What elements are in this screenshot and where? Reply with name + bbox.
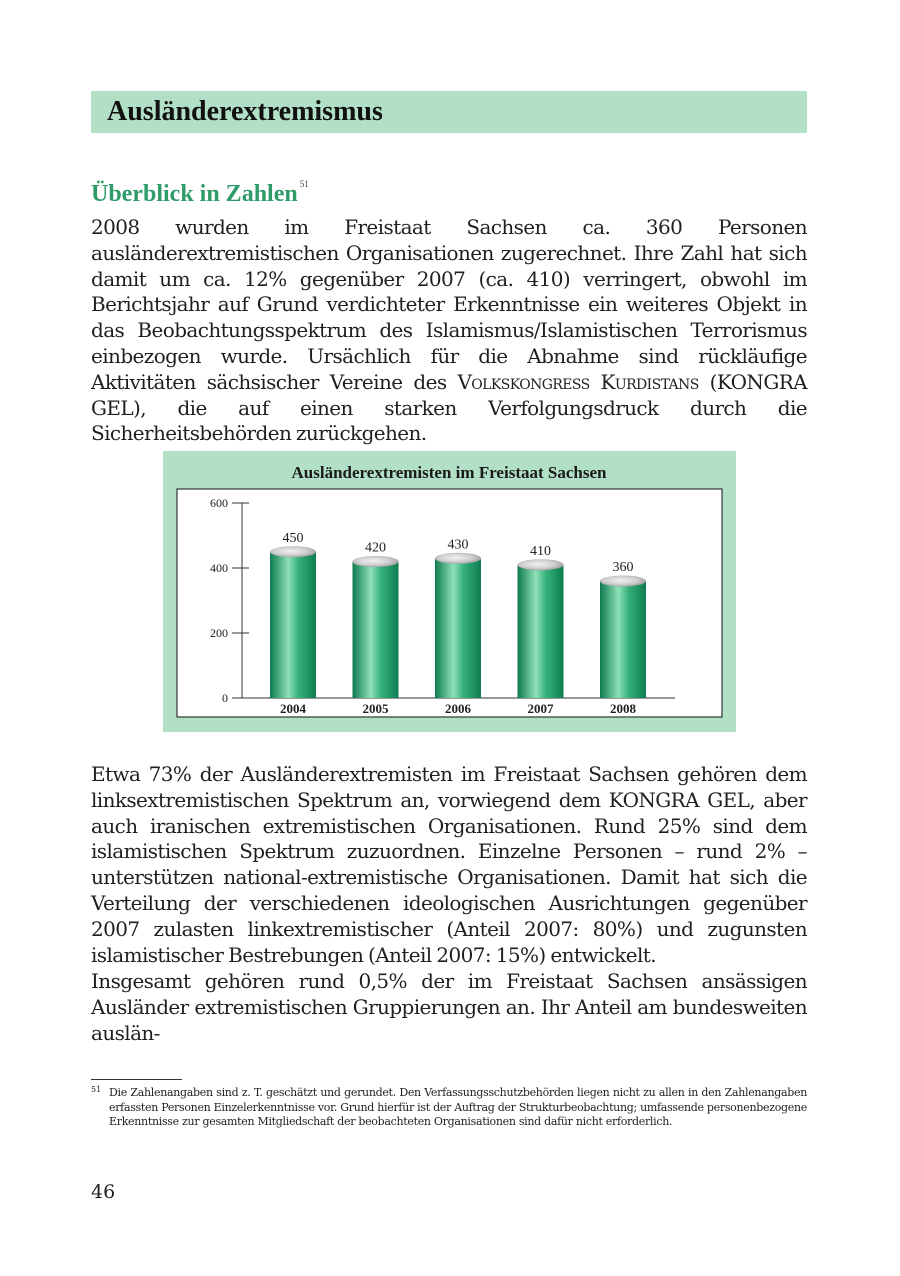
intro-paragraph [91, 215, 807, 447]
page-number: 46 [91, 1181, 116, 1203]
body-paragraph-3: Insgesamt gehören rund 0,5% der im Freistaat Sachsen ansässigen Ausländer extremistischen Gruppierungen an. Ihr Anteil am bundesweiten auslän- [91, 969, 807, 1045]
bar-value-label: 430 [447, 537, 469, 553]
section-title-text: Überblick in Zahlen [91, 181, 298, 207]
x-tick-label: 2004 [280, 701, 306, 716]
footnote-number: 51 [91, 1085, 102, 1094]
intro-text-end: (KONGRA GEL), die auf einen starken Verfolgungsdruck durch die Sicherheitsbehörden zurückgehen. [91, 369, 808, 446]
y-tick-label: 600 [210, 496, 228, 510]
bar-cap [518, 559, 564, 570]
footnote [91, 1086, 807, 1130]
x-tick-label: 2006 [445, 701, 471, 716]
footnote-ref: 51 [299, 179, 309, 189]
chart-title: Ausländerextremisten im Freistaat Sachsen [291, 463, 607, 482]
section-title [91, 168, 309, 210]
bar-cap [435, 553, 481, 564]
x-tick-label: 2005 [362, 701, 389, 716]
y-tick-label: 400 [210, 561, 228, 575]
bar-cap [600, 576, 646, 587]
bar-value-label: 450 [282, 530, 304, 546]
y-tick-label: 200 [210, 626, 228, 640]
bar [518, 565, 564, 698]
bar-cap [353, 556, 399, 567]
bar [353, 562, 399, 699]
bar-value-label: 410 [530, 543, 551, 559]
chapter-title: Ausländerextremismus [107, 96, 383, 127]
org-name: Volkskongress Kurdistans [457, 369, 699, 394]
x-tick-label: 2008 [610, 701, 636, 716]
footnote-text: Die Zahlenangaben sind z. T. geschätzt und gerundet. Den Verfassungsschutzbehörden liegen nicht zu allen in den Zahlenangaben erfassten Personen Einzelerkenntnisse vor. Grund hierfür ist der Auftrag der Strukturbeobachtung; umfassende personenbezogene Erkenntnisse zur gesamten Mitgliedschaft der beobachteten Organisationen sind dafür nicht erforderlich. [109, 1086, 807, 1128]
x-tick-label: 2007 [527, 701, 554, 716]
intro-text: 2008 wurden im Freistaat Sachsen ca. 360 Personen ausländerextremistischen Organisationen zugerechnet. Ihre Zahl hat sich damit um ca. 12% gegenüber 2007 (ca. 410) verringert, obwohl im Berichtsjahr auf Grund verdichteter Erkenntnisse ein weiteres Objekt in das Beobachtungsspektrum des Islamismus/Islamistischen Terrorismus einbezogen wurde. Ursächlich für die Abnahme sind rückläufige Aktivitäten sächsischer Vereine des [91, 215, 807, 394]
bar-value-label: 420 [365, 540, 386, 556]
bar-cap [270, 546, 316, 557]
bar-chart [163, 451, 736, 732]
bar [435, 558, 481, 698]
y-tick-label: 0 [222, 691, 228, 705]
bar-value-label: 360 [612, 560, 634, 575]
footnote-divider [91, 1079, 182, 1080]
body-paragraph-2: Etwa 73% der Ausländerextremisten im Freistaat Sachsen gehören dem linksextremistischen Spektrum an, vorwiegend dem KONGRA GEL, aber auch iranischen extremistischen Organisationen. Rund 25% sind dem islamistischen Spektrum zuzuordnen. Einzelne Personen – rund 2% – unterstützen national-extremistische Organisationen. Damit hat sich die Verteilung der verschiedenen ideologischen Ausrichtungen gegenüber 2007 zulasten linkextremistischer (Anteil 2007: 80%) und zugunsten islamistischer Bestrebungen (Anteil 2007: 15%) entwickelt. [91, 762, 807, 967]
chart-container [163, 451, 736, 732]
bar [600, 581, 646, 698]
chapter-banner [91, 91, 807, 133]
bar [270, 552, 316, 698]
